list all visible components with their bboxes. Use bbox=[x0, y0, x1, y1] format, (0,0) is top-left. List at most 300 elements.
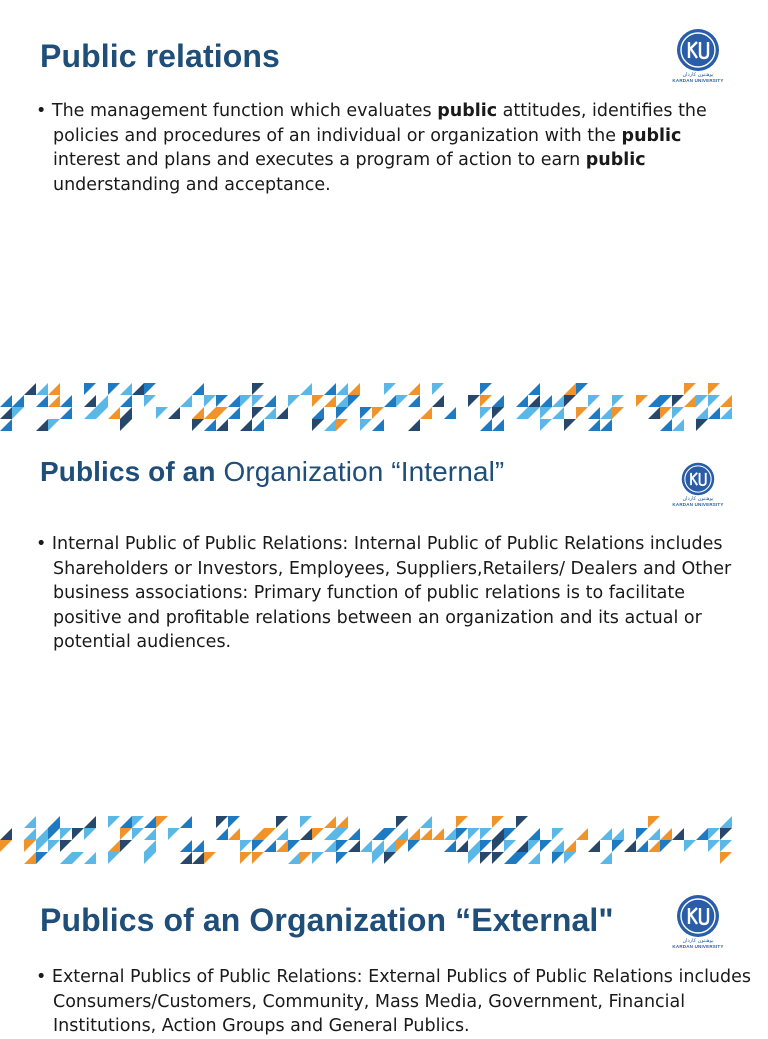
band-triangle bbox=[516, 407, 528, 419]
band-triangle bbox=[24, 407, 36, 419]
band-triangle bbox=[480, 816, 492, 828]
band-triangle bbox=[84, 395, 96, 407]
band-triangle bbox=[0, 395, 12, 407]
band-triangle bbox=[96, 419, 108, 431]
decorative-triangle-band bbox=[0, 383, 768, 431]
band-triangle bbox=[264, 407, 276, 419]
band-triangle bbox=[432, 828, 444, 840]
band-triangle bbox=[420, 852, 432, 864]
band-triangle bbox=[120, 383, 132, 395]
band-triangle bbox=[60, 407, 72, 419]
band-triangle bbox=[648, 395, 660, 407]
band-triangle bbox=[108, 816, 120, 828]
band-triangle bbox=[84, 828, 96, 840]
band-triangle bbox=[324, 828, 336, 840]
band-triangle bbox=[264, 828, 276, 840]
bullet-internal-publics: • Internal Public of Public Relations: Internal Public of Public Relations includes Shareholders or Investors, Employees, Suppliers,Retailers/ Dealers and Other business associations: Primary function of public relations is to facilitate positive and profitable relations between an organization and its actual or potential audiences. bbox=[36, 534, 732, 652]
band-triangle bbox=[216, 407, 228, 419]
band-triangle bbox=[480, 383, 492, 395]
band-triangle bbox=[480, 407, 492, 419]
band-triangle bbox=[120, 840, 132, 852]
kardan-seal-icon bbox=[676, 28, 720, 72]
band-triangle bbox=[384, 383, 396, 395]
band-triangle bbox=[252, 419, 264, 431]
band-triangle bbox=[444, 407, 456, 419]
band-triangle bbox=[456, 828, 468, 840]
band-triangle bbox=[576, 395, 588, 407]
band-triangle bbox=[624, 828, 636, 840]
band-triangle bbox=[36, 828, 48, 840]
band-triangle bbox=[432, 395, 444, 407]
band-triangle bbox=[12, 395, 24, 407]
band-triangle bbox=[672, 840, 684, 852]
band-triangle bbox=[360, 407, 372, 419]
band-triangle bbox=[204, 395, 216, 407]
band-triangle bbox=[216, 816, 228, 828]
band-triangle bbox=[696, 419, 708, 431]
band-triangle bbox=[600, 852, 612, 864]
band-triangle bbox=[684, 407, 696, 419]
band-triangle bbox=[552, 828, 564, 840]
logo-name-en: KARDAN UNIVERSITY bbox=[672, 944, 724, 949]
band-triangle bbox=[84, 852, 96, 864]
band-triangle bbox=[564, 419, 576, 431]
band-triangle bbox=[684, 395, 696, 407]
band-triangle bbox=[180, 395, 192, 407]
band-triangle bbox=[564, 828, 576, 840]
band-triangle bbox=[336, 419, 348, 431]
band-triangle bbox=[84, 383, 96, 395]
band-triangle bbox=[0, 840, 12, 852]
band-triangle bbox=[192, 419, 204, 431]
band-triangle bbox=[276, 816, 288, 828]
band-triangle bbox=[192, 852, 204, 864]
band-triangle bbox=[36, 395, 48, 407]
band-triangle bbox=[528, 852, 540, 864]
band-triangle bbox=[528, 840, 540, 852]
slide-title: Publics of an Organization “External" bbox=[40, 902, 614, 938]
band-triangle bbox=[456, 816, 468, 828]
band-triangle bbox=[612, 407, 624, 419]
band-triangle bbox=[420, 828, 432, 840]
band-triangle bbox=[312, 828, 324, 840]
band-triangle bbox=[240, 395, 252, 407]
band-triangle bbox=[0, 407, 12, 419]
kardan-university-logo bbox=[668, 462, 728, 507]
band-triangle bbox=[312, 852, 324, 864]
band-triangle bbox=[48, 383, 60, 395]
band-triangle bbox=[552, 840, 564, 852]
bullet-external-publics: • External Publics of Public Relations: External Publics of Public Relations includes Consumers/Customers, Community, Mass Media, Government, Financial Institutions, Action Groups and General Publics. bbox=[36, 967, 752, 1036]
band-triangle bbox=[120, 407, 132, 419]
band-triangle bbox=[228, 816, 240, 828]
slide-internal-publics bbox=[0, 434, 768, 814]
band-triangle bbox=[384, 840, 396, 852]
band-triangle bbox=[444, 828, 456, 840]
band-triangle bbox=[0, 828, 12, 840]
band-triangle bbox=[108, 828, 120, 840]
band-triangle bbox=[408, 395, 420, 407]
band-triangle bbox=[24, 840, 36, 852]
band-triangle bbox=[48, 828, 60, 840]
band-triangle bbox=[180, 852, 192, 864]
band-triangle bbox=[336, 407, 348, 419]
band-triangle bbox=[528, 395, 540, 407]
band-triangle bbox=[552, 395, 564, 407]
logo-name-en: KARDAN UNIVERSITY bbox=[672, 502, 724, 507]
band-triangle bbox=[192, 407, 204, 419]
band-triangle bbox=[108, 840, 120, 852]
band-triangle bbox=[360, 419, 372, 431]
band-triangle bbox=[348, 383, 360, 395]
slide-external-publics bbox=[0, 868, 768, 1036]
band-triangle bbox=[492, 407, 504, 419]
band-triangle bbox=[408, 828, 420, 840]
band-triangle bbox=[372, 407, 384, 419]
band-triangle bbox=[348, 407, 360, 419]
band-triangle bbox=[156, 828, 168, 840]
band-triangle bbox=[696, 395, 708, 407]
band-triangle bbox=[588, 395, 600, 407]
band-triangle bbox=[96, 395, 108, 407]
band-triangle bbox=[36, 840, 48, 852]
band-triangle bbox=[528, 828, 540, 840]
band-triangle bbox=[540, 828, 552, 840]
band-triangle bbox=[720, 852, 732, 864]
band-triangle bbox=[600, 828, 612, 840]
band-triangle bbox=[216, 395, 228, 407]
band-triangle bbox=[492, 852, 504, 864]
band-triangle bbox=[132, 816, 144, 828]
logo-name-fa: پوهنتون کاردان bbox=[682, 938, 714, 944]
band-triangle bbox=[336, 383, 348, 395]
band-triangle bbox=[300, 828, 312, 840]
band-triangle bbox=[372, 395, 384, 407]
band-triangle bbox=[372, 852, 384, 864]
band-triangle bbox=[708, 828, 720, 840]
band-triangle bbox=[516, 840, 528, 852]
band-triangle bbox=[48, 816, 60, 828]
kardan-seal-icon bbox=[676, 894, 720, 938]
band-triangle bbox=[588, 407, 600, 419]
band-triangle bbox=[240, 840, 252, 852]
band-triangle bbox=[720, 828, 732, 840]
band-triangle bbox=[684, 383, 696, 395]
band-triangle bbox=[84, 816, 96, 828]
band-triangle bbox=[0, 419, 12, 431]
logo-name-en: KARDAN UNIVERSITY bbox=[672, 78, 724, 83]
band-triangle bbox=[612, 852, 624, 864]
band-triangle bbox=[576, 383, 588, 395]
band-triangle bbox=[156, 816, 168, 828]
band-triangle bbox=[420, 816, 432, 828]
band-triangle bbox=[480, 395, 492, 407]
band-triangle bbox=[264, 852, 276, 864]
band-triangle bbox=[276, 840, 288, 852]
band-triangle bbox=[672, 395, 684, 407]
band-triangle bbox=[72, 852, 84, 864]
band-triangle bbox=[168, 407, 180, 419]
band-triangle bbox=[684, 852, 696, 864]
band-triangle bbox=[312, 840, 324, 852]
band-triangle bbox=[96, 840, 108, 852]
band-triangle bbox=[372, 840, 384, 852]
band-triangle bbox=[696, 407, 708, 419]
band-triangle bbox=[228, 419, 240, 431]
band-triangle bbox=[360, 828, 372, 840]
band-triangle bbox=[384, 852, 396, 864]
band-triangle bbox=[24, 383, 36, 395]
band-triangle bbox=[468, 852, 480, 864]
band-triangle bbox=[444, 840, 456, 852]
band-triangle bbox=[480, 840, 492, 852]
band-triangle bbox=[348, 840, 360, 852]
band-triangle bbox=[492, 840, 504, 852]
band-triangle bbox=[60, 852, 72, 864]
band-triangle bbox=[396, 395, 408, 407]
band-triangle bbox=[480, 419, 492, 431]
band-triangle bbox=[12, 407, 24, 419]
band-triangle bbox=[600, 419, 612, 431]
band-triangle bbox=[612, 840, 624, 852]
band-triangle bbox=[192, 840, 204, 852]
band-triangle bbox=[624, 840, 636, 852]
band-triangle bbox=[540, 395, 552, 407]
band-triangle bbox=[216, 419, 228, 431]
band-triangle bbox=[300, 395, 312, 407]
band-triangle bbox=[144, 840, 156, 852]
band-triangle bbox=[24, 852, 36, 864]
band-triangle bbox=[180, 840, 192, 852]
band-triangle bbox=[708, 383, 720, 395]
band-triangle bbox=[372, 419, 384, 431]
band-triangle bbox=[384, 395, 396, 407]
decorative-triangle-band bbox=[0, 816, 768, 864]
band-triangle bbox=[708, 840, 720, 852]
band-triangle bbox=[180, 816, 192, 828]
band-triangle bbox=[336, 852, 348, 864]
band-triangle bbox=[468, 395, 480, 407]
band-triangle bbox=[144, 383, 156, 395]
band-triangle bbox=[624, 407, 636, 419]
band-triangle bbox=[288, 407, 300, 419]
band-triangle bbox=[252, 828, 264, 840]
band-triangle bbox=[264, 840, 276, 852]
band-triangle bbox=[288, 852, 300, 864]
band-triangle bbox=[708, 395, 720, 407]
band-triangle bbox=[612, 828, 624, 840]
band-triangle bbox=[252, 840, 264, 852]
kardan-university-logo bbox=[668, 894, 728, 949]
band-triangle bbox=[132, 395, 144, 407]
band-triangle bbox=[108, 852, 120, 864]
band-triangle bbox=[552, 852, 564, 864]
band-triangle bbox=[432, 383, 444, 395]
band-triangle bbox=[132, 383, 144, 395]
band-triangle bbox=[660, 407, 672, 419]
band-triangle bbox=[516, 816, 528, 828]
band-triangle bbox=[492, 419, 504, 431]
band-triangle bbox=[540, 419, 552, 431]
band-triangle bbox=[492, 395, 504, 407]
logo-name-fa: پوهنتون کاردان bbox=[682, 72, 714, 78]
band-triangle bbox=[564, 852, 576, 864]
band-triangle bbox=[456, 395, 468, 407]
band-triangle bbox=[336, 816, 348, 828]
band-triangle bbox=[408, 383, 420, 395]
band-triangle bbox=[672, 419, 684, 431]
band-triangle bbox=[468, 840, 480, 852]
band-triangle bbox=[420, 407, 432, 419]
band-triangle bbox=[408, 419, 420, 431]
bullet-definition: • The management function which evaluates public attitudes, identifies the policies and procedures of an individual or organization with the public interest and plans and executes a program of action to earn public understanding and acceptance. bbox=[36, 101, 707, 195]
band-triangle bbox=[468, 828, 480, 840]
band-triangle bbox=[720, 395, 732, 407]
band-triangle bbox=[240, 419, 252, 431]
band-triangle bbox=[576, 407, 588, 419]
band-triangle bbox=[228, 395, 240, 407]
band-triangle bbox=[336, 395, 348, 407]
band-triangle bbox=[60, 840, 72, 852]
band-triangle bbox=[240, 828, 252, 840]
band-triangle bbox=[612, 395, 624, 407]
band-triangle bbox=[60, 828, 72, 840]
band-triangle bbox=[648, 828, 660, 840]
band-triangle bbox=[696, 828, 708, 840]
band-triangle bbox=[672, 828, 684, 840]
slide-public-relations bbox=[0, 0, 768, 380]
band-triangle bbox=[324, 395, 336, 407]
band-triangle bbox=[168, 828, 180, 840]
band-triangle bbox=[24, 816, 36, 828]
band-triangle bbox=[168, 840, 180, 852]
band-triangle bbox=[108, 383, 120, 395]
band-triangle bbox=[504, 828, 516, 840]
band-triangle bbox=[204, 407, 216, 419]
slide-title: Publics of an Organization “Internal” bbox=[40, 456, 505, 487]
band-triangle bbox=[300, 852, 312, 864]
band-triangle bbox=[60, 395, 72, 407]
band-triangle bbox=[516, 852, 528, 864]
band-triangle bbox=[564, 840, 576, 852]
band-triangle bbox=[324, 383, 336, 395]
band-triangle bbox=[252, 395, 264, 407]
band-triangle bbox=[576, 852, 588, 864]
band-triangle bbox=[96, 407, 108, 419]
band-triangle bbox=[516, 395, 528, 407]
band-triangle bbox=[72, 828, 84, 840]
band-triangle bbox=[384, 828, 396, 840]
band-triangle bbox=[528, 383, 540, 395]
band-triangle bbox=[120, 395, 132, 407]
band-triangle bbox=[132, 828, 144, 840]
band-triangle bbox=[408, 840, 420, 852]
band-triangle bbox=[492, 816, 504, 828]
band-triangle bbox=[144, 395, 156, 407]
band-triangle bbox=[12, 828, 24, 840]
band-triangle bbox=[288, 395, 300, 407]
band-triangle bbox=[492, 828, 504, 840]
band-triangle bbox=[396, 816, 408, 828]
logo-name-fa: پوهنتون کاردان bbox=[682, 496, 714, 502]
band-triangle bbox=[252, 852, 264, 864]
band-triangle bbox=[720, 840, 732, 852]
band-triangle bbox=[468, 383, 480, 395]
band-triangle bbox=[600, 407, 612, 419]
band-triangle bbox=[144, 852, 156, 864]
band-triangle bbox=[576, 828, 588, 840]
band-triangle bbox=[336, 828, 348, 840]
band-triangle bbox=[324, 840, 336, 852]
band-triangle bbox=[720, 816, 732, 828]
band-triangle bbox=[204, 419, 216, 431]
band-triangle bbox=[36, 419, 48, 431]
band-triangle bbox=[240, 852, 252, 864]
band-triangle bbox=[156, 407, 168, 419]
band-triangle bbox=[588, 840, 600, 852]
band-triangle bbox=[276, 828, 288, 840]
band-triangle bbox=[252, 407, 264, 419]
band-triangle bbox=[144, 828, 156, 840]
band-triangle bbox=[336, 840, 348, 852]
band-triangle bbox=[396, 840, 408, 852]
band-triangle bbox=[540, 407, 552, 419]
band-triangle bbox=[684, 840, 696, 852]
band-triangle bbox=[240, 407, 252, 419]
band-triangle bbox=[660, 840, 672, 852]
band-triangle bbox=[564, 395, 576, 407]
band-triangle bbox=[132, 840, 144, 852]
kardan-seal-icon bbox=[681, 462, 715, 496]
band-triangle bbox=[48, 395, 60, 407]
band-triangle bbox=[108, 407, 120, 419]
band-triangle bbox=[252, 383, 264, 395]
band-triangle bbox=[480, 828, 492, 840]
band-triangle bbox=[312, 407, 324, 419]
band-triangle bbox=[348, 395, 360, 407]
band-triangle bbox=[396, 828, 408, 840]
band-triangle bbox=[552, 407, 564, 419]
band-triangle bbox=[228, 407, 240, 419]
band-triangle bbox=[396, 407, 408, 419]
band-triangle bbox=[564, 383, 576, 395]
band-triangle bbox=[660, 828, 672, 840]
band-triangle bbox=[636, 840, 648, 852]
band-triangle bbox=[588, 828, 600, 840]
band-triangle bbox=[528, 407, 540, 419]
band-triangle bbox=[264, 395, 276, 407]
band-triangle bbox=[84, 407, 96, 419]
band-triangle bbox=[420, 840, 432, 852]
band-triangle bbox=[408, 407, 420, 419]
band-triangle bbox=[504, 840, 516, 852]
band-triangle bbox=[540, 840, 552, 852]
band-triangle bbox=[636, 395, 648, 407]
band-triangle bbox=[708, 419, 720, 431]
band-triangle bbox=[48, 419, 60, 431]
band-triangle bbox=[600, 840, 612, 852]
band-triangle bbox=[372, 828, 384, 840]
band-triangle bbox=[48, 840, 60, 852]
band-triangle bbox=[288, 840, 300, 852]
band-triangle bbox=[516, 828, 528, 840]
band-triangle bbox=[360, 840, 372, 852]
band-triangle bbox=[648, 816, 660, 828]
band-triangle bbox=[312, 419, 324, 431]
band-triangle bbox=[120, 816, 132, 828]
band-triangle bbox=[648, 407, 660, 419]
band-triangle bbox=[324, 419, 336, 431]
